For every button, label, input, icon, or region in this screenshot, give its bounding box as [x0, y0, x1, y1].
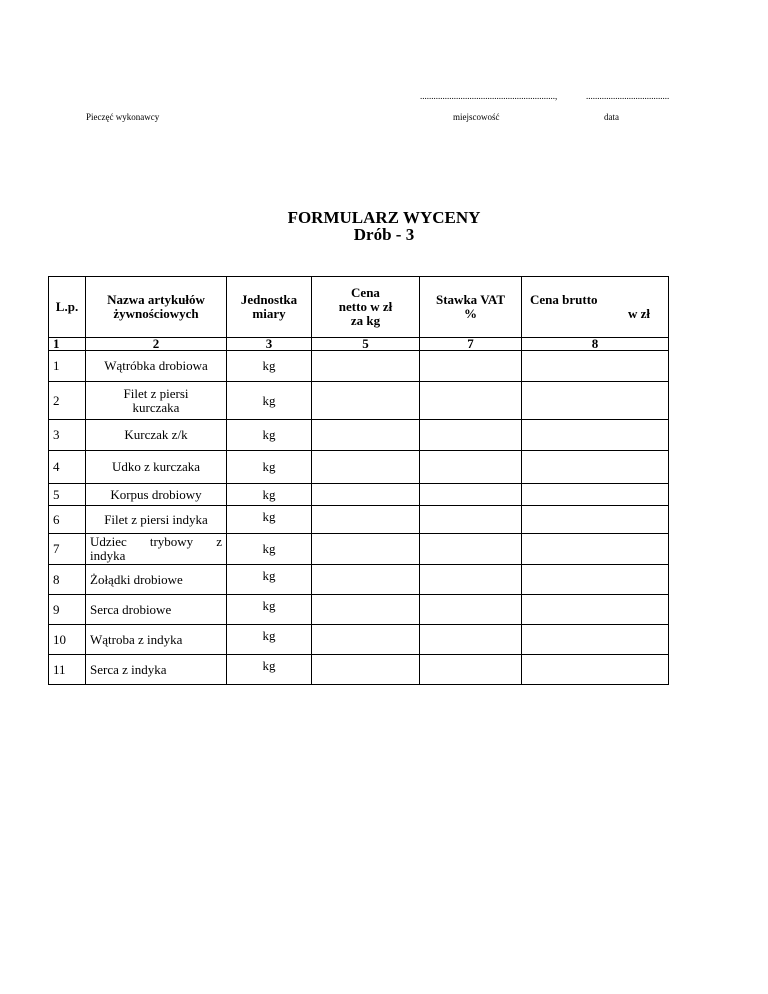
net-price-input[interactable]: [312, 655, 420, 685]
gross-price-input[interactable]: [522, 506, 669, 534]
gross-price-input[interactable]: [522, 625, 669, 655]
table-row: [49, 484, 669, 506]
row-name: Filet z piersi indyka: [86, 506, 227, 534]
table-row: [49, 351, 669, 382]
row-unit: kg: [227, 420, 312, 451]
vat-input[interactable]: [420, 420, 522, 451]
vat-input[interactable]: [420, 382, 522, 420]
vat-input[interactable]: [420, 506, 522, 534]
vat-input[interactable]: [420, 351, 522, 382]
net-price-input[interactable]: [312, 625, 420, 655]
table-row: [49, 655, 669, 685]
row-unit: kg: [227, 565, 312, 595]
row-lp: 8: [49, 565, 86, 595]
row-unit: kg: [227, 655, 312, 685]
gross-price-input[interactable]: [522, 565, 669, 595]
table-row: [49, 595, 669, 625]
header-net-price: Cena netto w zł za kg: [312, 277, 420, 338]
table-row: [49, 625, 669, 655]
row-lp: 9: [49, 595, 86, 625]
table-row: [49, 534, 669, 565]
number-cell: 1: [49, 338, 86, 351]
row-name: Udko z kurczaka: [86, 451, 227, 484]
net-price-input[interactable]: [312, 351, 420, 382]
date-dots: .....................................: [586, 91, 670, 101]
date-label: data: [604, 112, 619, 122]
gross-price-input[interactable]: [522, 351, 669, 382]
row-unit: kg: [227, 595, 312, 625]
row-lp: 4: [49, 451, 86, 484]
table-row: [49, 506, 669, 534]
row-lp: 1: [49, 351, 86, 382]
net-price-input[interactable]: [312, 565, 420, 595]
gross-price-input[interactable]: [522, 420, 669, 451]
header-unit: Jednostka miary: [227, 277, 312, 338]
row-lp: 2: [49, 382, 86, 420]
gross-price-input[interactable]: [522, 655, 669, 685]
page-title: FORMULARZ WYCENY: [287, 208, 481, 227]
number-cell: 3: [227, 338, 312, 351]
row-unit: kg: [227, 625, 312, 655]
net-price-input[interactable]: [312, 506, 420, 534]
vat-input[interactable]: [420, 451, 522, 484]
net-price-input[interactable]: [312, 420, 420, 451]
row-unit: kg: [227, 534, 312, 565]
gross-price-input[interactable]: [522, 382, 669, 420]
number-row: [49, 338, 669, 351]
vat-input[interactable]: [420, 625, 522, 655]
row-name: Wątróbka drobiowa: [86, 351, 227, 382]
gross-price-input[interactable]: [522, 484, 669, 506]
vat-input[interactable]: [420, 655, 522, 685]
net-price-input[interactable]: [312, 595, 420, 625]
number-cell: 7: [420, 338, 522, 351]
row-lp: 10: [49, 625, 86, 655]
table-row: [49, 451, 669, 484]
row-lp: 3: [49, 420, 86, 451]
net-price-input[interactable]: [312, 382, 420, 420]
net-price-input[interactable]: [312, 534, 420, 565]
row-name: Serca drobiowe: [86, 595, 227, 625]
row-name: Filet z piersi kurczaka: [86, 382, 227, 420]
row-unit: kg: [227, 451, 312, 484]
row-unit: kg: [227, 351, 312, 382]
vat-input[interactable]: [420, 595, 522, 625]
vat-input[interactable]: [420, 565, 522, 595]
row-unit: kg: [227, 484, 312, 506]
row-unit: kg: [227, 382, 312, 420]
header-gross-price: Cena brutto w zł: [522, 277, 669, 338]
pricing-table: [48, 276, 669, 685]
table-row: [49, 382, 669, 420]
place-dots: ............................................................,: [420, 91, 558, 101]
row-name: Kurczak z/k: [86, 420, 227, 451]
gross-price-input[interactable]: [522, 595, 669, 625]
row-lp: 7: [49, 534, 86, 565]
header-name: Nazwa artykułów żywnościowych: [86, 277, 227, 338]
row-lp: 6: [49, 506, 86, 534]
stamp-label: Pieczęć wykonawcy: [86, 112, 160, 122]
table-row: [49, 565, 669, 595]
vat-input[interactable]: [420, 534, 522, 565]
number-cell: 5: [312, 338, 420, 351]
header-lp: L.p.: [49, 277, 86, 338]
number-cell: 2: [86, 338, 227, 351]
row-unit: kg: [227, 506, 312, 534]
page-subtitle: Drób - 3: [353, 225, 415, 244]
gross-price-input[interactable]: [522, 451, 669, 484]
vat-input[interactable]: [420, 484, 522, 506]
header-vat: Stawka VAT %: [420, 277, 522, 338]
gross-price-input[interactable]: [522, 534, 669, 565]
row-name: Żołądki drobiowe: [86, 565, 227, 595]
row-name: Serca z indyka: [86, 655, 227, 685]
row-lp: 11: [49, 655, 86, 685]
row-name: Korpus drobiowy: [86, 484, 227, 506]
row-name: Udziec trybowy z indyka: [86, 534, 227, 565]
row-lp: 5: [49, 484, 86, 506]
number-cell: 8: [522, 338, 669, 351]
place-label: miejscowość: [453, 112, 500, 122]
net-price-input[interactable]: [312, 451, 420, 484]
net-price-input[interactable]: [312, 484, 420, 506]
header-row: [49, 277, 669, 338]
table-row: [49, 420, 669, 451]
row-name: Wątroba z indyka: [86, 625, 227, 655]
